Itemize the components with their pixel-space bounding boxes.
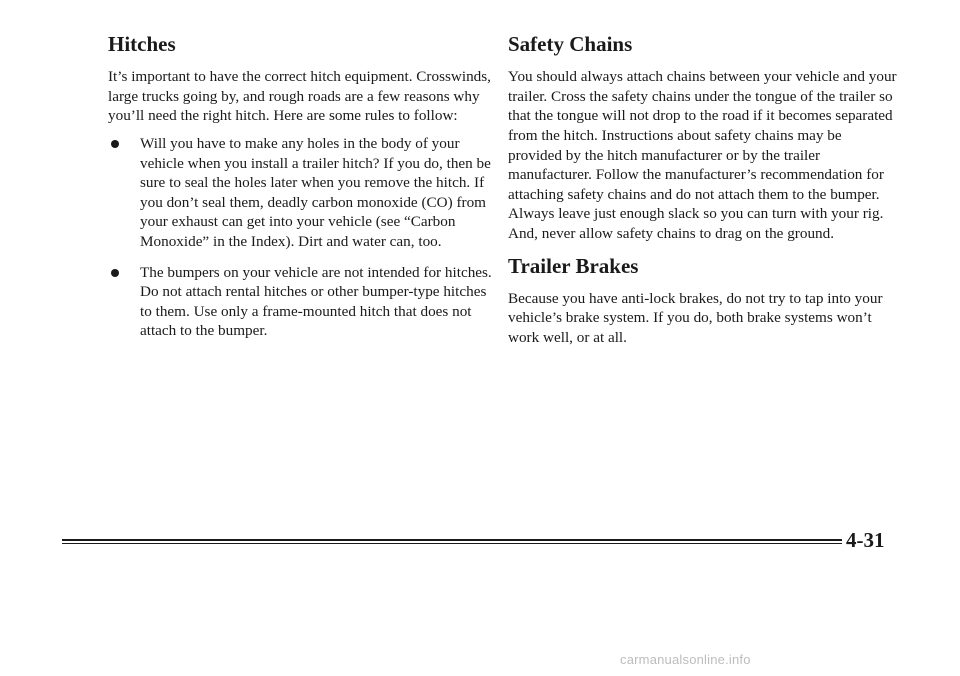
trailer-brakes-heading: Trailer Brakes <box>508 253 639 278</box>
hitches-rules-list <box>108 134 496 341</box>
bullet-icon <box>111 269 119 277</box>
page-number: 4-31 <box>846 528 885 552</box>
right-column <box>508 32 898 356</box>
hitches-intro: It’s important to have the correct hitch equipment. Crosswinds, large trucks going by, and rough roads are a few reasons why you’ll need the right hitch. Here are some rules to follow: <box>108 68 491 125</box>
bullet-icon <box>111 140 119 148</box>
footer-rule-thin <box>62 543 842 544</box>
list-item-text: Will you have to make any holes in the body of your vehicle when you install a trailer hitch? If you do, then be sure to seal the holes later when you remove the hitch. If you don’t seal them, deadly carbon monoxide (CO) from your exhaust can get into your vehicle (see “Carbon Monoxide” in the Index). Dirt and water can, too. <box>140 134 491 250</box>
list-item-text: The bumpers on your vehicle are not intended for hitches. Do not attach rental hitches or other bumper-type hitches to them. Use only a frame-mounted hitch that does not attach to the bumper. <box>140 263 492 340</box>
list-item <box>108 263 496 341</box>
left-column <box>108 32 496 352</box>
footer-rule-thick <box>62 539 842 541</box>
hitches-heading: Hitches <box>108 32 176 56</box>
safety-chains-text: You should always attach chains between your vehicle and your trailer. Cross the safety chains under the tongue of the trailer so that the tongue will not drop to the road if it becomes separated from the hitch. Instructions about safety chains may be provided by the hitch manufacturer or by the trailer manufacturer. Follow the manufacturer’s recommendation for attaching safety chains and do not attach them to the bumper. Always leave just enough slack so you can turn with your rig. And, never allow safety chains to drag on the ground. <box>508 68 897 242</box>
watermark: carmanualsonline.info <box>620 652 751 667</box>
safety-chains-heading: Safety Chains <box>508 32 633 56</box>
list-item <box>108 134 496 252</box>
trailer-brakes-text: Because you have anti-lock brakes, do not try to tap into your vehicle’s brake system. If you do, both brake systems won’t work well, or at all. <box>508 289 883 346</box>
